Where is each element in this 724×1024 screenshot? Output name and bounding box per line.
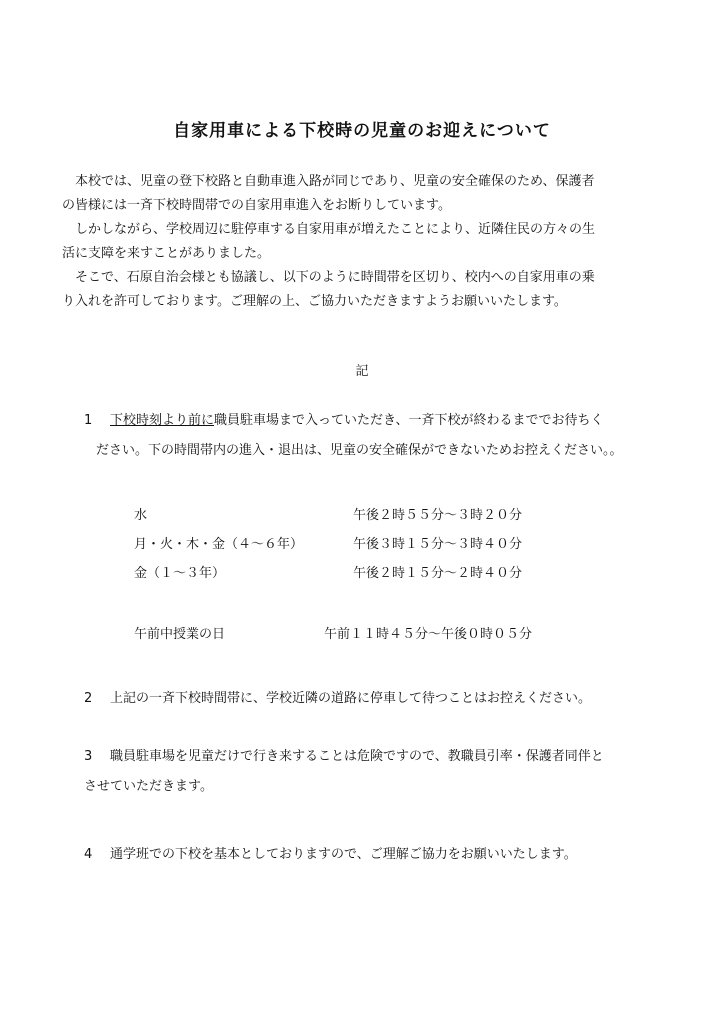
schedule-day: 金（１～３年） bbox=[134, 566, 226, 581]
list-item-1 bbox=[84, 406, 684, 466]
intro-paragraphs bbox=[62, 170, 682, 314]
schedule-day: 水 bbox=[134, 508, 148, 523]
page-title: 自家用車による下校時の児童のお迎えについて bbox=[173, 121, 551, 141]
intro-line: そこで、石原自治会様とも協議し、以下のように時間帯を区切り、校内への自家用車の乗 bbox=[75, 270, 595, 285]
item-text: 職員駐車場を児童だけで行き来することは危険ですので、教職員引率・保護者同伴と bbox=[110, 749, 604, 764]
item-number: 2 bbox=[84, 691, 93, 706]
schedule-time: 午後２時５５分～３時２０分 bbox=[353, 508, 523, 523]
list-item-4 bbox=[84, 840, 684, 870]
underlined-text: 下校時刻より前に bbox=[110, 413, 215, 428]
half-day-label: 午前中授業の日 bbox=[134, 627, 226, 642]
intro-line: の皆様には一斉下校時間帯での自家用車進入をお断りしています。 bbox=[62, 198, 451, 213]
item-text: ださい。下の時間帯内の進入・退出は、児童の安全確保ができないためお控えください。。 bbox=[96, 443, 623, 458]
schedule-day: 月・火・木・金（４～６年） bbox=[134, 537, 304, 552]
schedule-time: 午後３時１５分～３時４０分 bbox=[353, 537, 523, 552]
schedule-time: 午後２時１５分～２時４０分 bbox=[353, 566, 523, 581]
item-number: 4 bbox=[84, 847, 93, 862]
list-item-3 bbox=[84, 742, 684, 802]
item-text: 通学班での下校を基本としておりますので、ご理解ご協力をお願いいたします。 bbox=[110, 847, 577, 862]
intro-line: しかしながら、学校周辺に駐停車する自家用車が増えたことにより、近隣住民の方々の生 bbox=[75, 222, 596, 237]
intro-line: 本校では、児童の登下校路と自動車進入路が同じであり、児童の安全確保のため、保護者 bbox=[75, 174, 595, 189]
item-text: 上記の一斉下校時間帯に、学校近隣の道路に停車して待つことはお控えください。 bbox=[110, 691, 592, 706]
ki-heading: 記 bbox=[355, 364, 369, 379]
item-number: 3 bbox=[84, 749, 93, 764]
item-number: 1 bbox=[84, 413, 93, 428]
list-item-2 bbox=[84, 684, 684, 714]
item-text: 職員駐車場まで入っていただき、一斉下校が終わるまででお待ちく bbox=[214, 413, 604, 428]
intro-line: り入れを許可しております。ご理解の上、ご協力いただきますようお願いいたします。 bbox=[62, 294, 567, 309]
intro-line: 活に支障を来すことがありました。 bbox=[62, 246, 271, 261]
half-day-time: 午前１１時４５分～午後０時０５分 bbox=[324, 627, 533, 642]
item-text: させていただきます。 bbox=[84, 779, 213, 794]
